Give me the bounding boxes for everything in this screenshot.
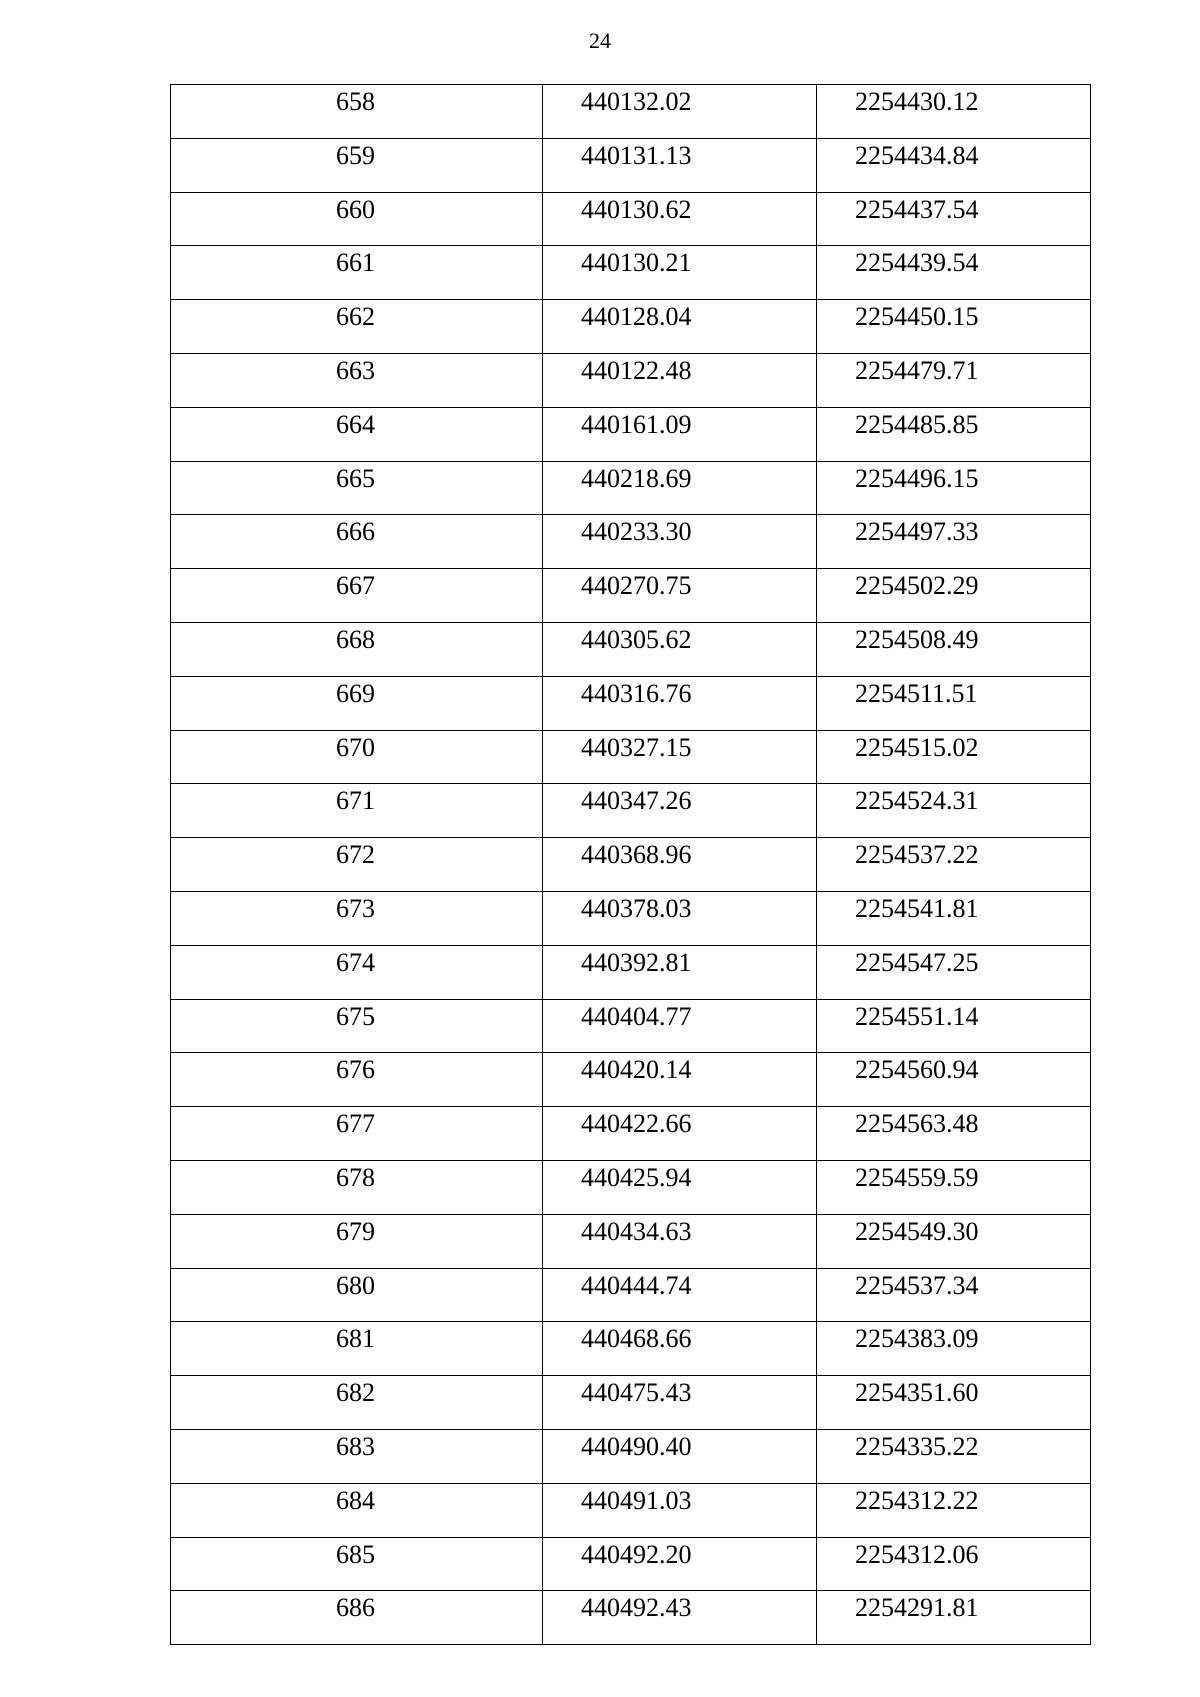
point-number-cell — [171, 1429, 543, 1483]
coordinates-table — [170, 84, 1091, 1645]
y-coordinate-text: 2254511.51 — [855, 678, 978, 708]
x-coordinate-cell — [543, 407, 817, 461]
point-number-cell — [171, 1107, 543, 1161]
point-number-text: 676 — [336, 1055, 375, 1085]
x-coordinate-text: 440378.03 — [581, 893, 692, 923]
y-coordinate-cell — [817, 891, 1091, 945]
point-number-text: 674 — [336, 947, 375, 977]
y-coordinate-cell — [817, 1160, 1091, 1214]
point-number-cell — [171, 300, 543, 354]
table-row — [171, 1160, 1091, 1214]
x-coordinate-text: 440444.74 — [581, 1270, 692, 1300]
coordinates-table-body — [171, 85, 1091, 1645]
table-row — [171, 1591, 1091, 1645]
y-coordinate-cell — [817, 138, 1091, 192]
table-row — [171, 515, 1091, 569]
point-number-text: 670 — [336, 732, 375, 762]
x-coordinate-text: 440218.69 — [581, 463, 692, 493]
x-coordinate-text: 440316.76 — [581, 678, 692, 708]
point-number-cell — [171, 407, 543, 461]
y-coordinate-text: 2254541.81 — [855, 893, 979, 923]
x-coordinate-cell — [543, 246, 817, 300]
point-number-cell — [171, 676, 543, 730]
y-coordinate-cell — [817, 622, 1091, 676]
y-coordinate-cell — [817, 1537, 1091, 1591]
table-row — [171, 1429, 1091, 1483]
y-coordinate-cell — [817, 999, 1091, 1053]
x-coordinate-cell — [543, 1107, 817, 1161]
x-coordinate-cell — [543, 85, 817, 139]
point-number-cell — [171, 838, 543, 892]
y-coordinate-cell — [817, 1322, 1091, 1376]
y-coordinate-text: 2254563.48 — [855, 1109, 979, 1139]
x-coordinate-text: 440491.03 — [581, 1485, 692, 1515]
x-coordinate-cell — [543, 784, 817, 838]
y-coordinate-cell — [817, 1268, 1091, 1322]
y-coordinate-text: 2254437.54 — [855, 194, 979, 224]
y-coordinate-cell — [817, 515, 1091, 569]
x-coordinate-cell — [543, 192, 817, 246]
table-row — [171, 138, 1091, 192]
table-row — [171, 407, 1091, 461]
table-row — [171, 1322, 1091, 1376]
x-coordinate-text: 440475.43 — [581, 1378, 692, 1408]
y-coordinate-cell — [817, 1214, 1091, 1268]
y-coordinate-text: 2254537.34 — [855, 1270, 979, 1300]
point-number-cell — [171, 1537, 543, 1591]
table-row — [171, 85, 1091, 139]
point-number-text: 685 — [336, 1539, 375, 1569]
x-coordinate-cell — [543, 1322, 817, 1376]
x-coordinate-text: 440270.75 — [581, 571, 692, 601]
point-number-cell — [171, 784, 543, 838]
x-coordinate-text: 440130.62 — [581, 194, 692, 224]
y-coordinate-text: 2254430.12 — [855, 87, 979, 116]
point-number-cell — [171, 1322, 543, 1376]
y-coordinate-text: 2254434.84 — [855, 140, 979, 170]
point-number-text: 662 — [336, 302, 375, 332]
y-coordinate-text: 2254559.59 — [855, 1162, 979, 1192]
table-row — [171, 622, 1091, 676]
x-coordinate-cell — [543, 1268, 817, 1322]
y-coordinate-cell — [817, 1107, 1091, 1161]
x-coordinate-cell — [543, 138, 817, 192]
y-coordinate-text: 2254549.30 — [855, 1216, 979, 1246]
x-coordinate-text: 440434.63 — [581, 1216, 692, 1246]
y-coordinate-text: 2254291.81 — [855, 1593, 979, 1623]
x-coordinate-cell — [543, 1053, 817, 1107]
point-number-text: 660 — [336, 194, 375, 224]
point-number-text: 667 — [336, 571, 375, 601]
y-coordinate-cell — [817, 461, 1091, 515]
point-number-text: 658 — [336, 87, 375, 116]
point-number-text: 675 — [336, 1001, 375, 1031]
point-number-cell — [171, 353, 543, 407]
y-coordinate-text: 2254508.49 — [855, 624, 979, 654]
y-coordinate-cell — [817, 569, 1091, 623]
point-number-cell — [171, 622, 543, 676]
x-coordinate-cell — [543, 1160, 817, 1214]
table-row — [171, 945, 1091, 999]
x-coordinate-text: 440161.09 — [581, 409, 692, 439]
point-number-cell — [171, 1053, 543, 1107]
table-row — [171, 461, 1091, 515]
point-number-text: 661 — [336, 248, 375, 278]
x-coordinate-cell — [543, 999, 817, 1053]
y-coordinate-cell — [817, 1591, 1091, 1645]
point-number-cell — [171, 461, 543, 515]
x-coordinate-text: 440347.26 — [581, 786, 692, 816]
x-coordinate-cell — [543, 676, 817, 730]
x-coordinate-text: 440305.62 — [581, 624, 692, 654]
y-coordinate-cell — [817, 85, 1091, 139]
y-coordinate-text: 2254312.06 — [855, 1539, 979, 1569]
table-row — [171, 676, 1091, 730]
y-coordinate-text: 2254335.22 — [855, 1431, 979, 1461]
point-number-text: 663 — [336, 355, 375, 385]
x-coordinate-cell — [543, 300, 817, 354]
x-coordinate-cell — [543, 353, 817, 407]
x-coordinate-cell — [543, 1376, 817, 1430]
point-number-text: 678 — [336, 1162, 375, 1192]
y-coordinate-cell — [817, 353, 1091, 407]
x-coordinate-text: 440492.20 — [581, 1539, 692, 1569]
point-number-text: 665 — [336, 463, 375, 493]
point-number-cell — [171, 891, 543, 945]
point-number-text: 666 — [336, 517, 375, 547]
point-number-text: 669 — [336, 678, 375, 708]
y-coordinate-text: 2254537.22 — [855, 840, 979, 870]
y-coordinate-text: 2254496.15 — [855, 463, 979, 493]
y-coordinate-cell — [817, 1376, 1091, 1430]
y-coordinate-text: 2254485.85 — [855, 409, 979, 439]
x-coordinate-text: 440392.81 — [581, 947, 692, 977]
table-row — [171, 999, 1091, 1053]
y-coordinate-cell — [817, 1053, 1091, 1107]
y-coordinate-cell — [817, 730, 1091, 784]
point-number-cell — [171, 515, 543, 569]
y-coordinate-cell — [817, 300, 1091, 354]
x-coordinate-cell — [543, 838, 817, 892]
point-number-text: 681 — [336, 1324, 375, 1354]
y-coordinate-text: 2254383.09 — [855, 1324, 979, 1354]
x-coordinate-text: 440122.48 — [581, 355, 692, 385]
point-number-text: 684 — [336, 1485, 375, 1515]
y-coordinate-cell — [817, 1429, 1091, 1483]
y-coordinate-cell — [817, 838, 1091, 892]
point-number-cell — [171, 1268, 543, 1322]
table-row — [171, 569, 1091, 623]
point-number-text: 673 — [336, 893, 375, 923]
point-number-cell — [171, 730, 543, 784]
y-coordinate-text: 2254515.02 — [855, 732, 979, 762]
x-coordinate-text: 440132.02 — [581, 87, 692, 116]
y-coordinate-text: 2254450.15 — [855, 302, 979, 332]
point-number-cell — [171, 192, 543, 246]
point-number-cell — [171, 1214, 543, 1268]
y-coordinate-text: 2254351.60 — [855, 1378, 979, 1408]
x-coordinate-cell — [543, 1429, 817, 1483]
x-coordinate-cell — [543, 622, 817, 676]
point-number-cell — [171, 999, 543, 1053]
point-number-text: 682 — [336, 1378, 375, 1408]
table-row — [171, 1214, 1091, 1268]
point-number-text: 671 — [336, 786, 375, 816]
x-coordinate-text: 440468.66 — [581, 1324, 692, 1354]
page-number: 24 — [589, 28, 611, 53]
y-coordinate-cell — [817, 676, 1091, 730]
y-coordinate-text: 2254547.25 — [855, 947, 979, 977]
point-number-cell — [171, 569, 543, 623]
table-row — [171, 246, 1091, 300]
point-number-text: 659 — [336, 140, 375, 170]
y-coordinate-text: 2254497.33 — [855, 517, 979, 547]
point-number-cell — [171, 945, 543, 999]
y-coordinate-cell — [817, 784, 1091, 838]
point-number-cell — [171, 85, 543, 139]
table-row — [171, 730, 1091, 784]
table-row — [171, 1537, 1091, 1591]
table-row — [171, 1268, 1091, 1322]
table-row — [171, 300, 1091, 354]
table-row — [171, 784, 1091, 838]
point-number-text: 668 — [336, 624, 375, 654]
y-coordinate-text: 2254502.29 — [855, 571, 979, 601]
x-coordinate-text: 440492.43 — [581, 1593, 692, 1623]
y-coordinate-text: 2254479.71 — [855, 355, 979, 385]
y-coordinate-text: 2254560.94 — [855, 1055, 979, 1085]
x-coordinate-cell — [543, 1483, 817, 1537]
y-coordinate-cell — [817, 407, 1091, 461]
point-number-text: 672 — [336, 840, 375, 870]
y-coordinate-cell — [817, 945, 1091, 999]
x-coordinate-text: 440233.30 — [581, 517, 692, 547]
x-coordinate-cell — [543, 569, 817, 623]
y-coordinate-cell — [817, 1483, 1091, 1537]
x-coordinate-cell — [543, 945, 817, 999]
x-coordinate-cell — [543, 1537, 817, 1591]
x-coordinate-text: 440490.40 — [581, 1431, 692, 1461]
point-number-text: 677 — [336, 1109, 375, 1139]
table-row — [171, 1483, 1091, 1537]
table-row — [171, 1107, 1091, 1161]
point-number-text: 664 — [336, 409, 375, 439]
table-row — [171, 1053, 1091, 1107]
x-coordinate-text: 440404.77 — [581, 1001, 692, 1031]
x-coordinate-cell — [543, 1591, 817, 1645]
x-coordinate-cell — [543, 515, 817, 569]
point-number-text: 683 — [336, 1431, 375, 1461]
point-number-cell — [171, 1160, 543, 1214]
table-row — [171, 353, 1091, 407]
x-coordinate-text: 440131.13 — [581, 140, 692, 170]
table-row — [171, 891, 1091, 945]
x-coordinate-text: 440425.94 — [581, 1162, 692, 1192]
x-coordinate-text: 440130.21 — [581, 248, 692, 278]
y-coordinate-cell — [817, 192, 1091, 246]
point-number-cell — [171, 138, 543, 192]
point-number-text: 679 — [336, 1216, 375, 1246]
point-number-cell — [171, 1376, 543, 1430]
point-number-cell — [171, 1591, 543, 1645]
x-coordinate-cell — [543, 1214, 817, 1268]
x-coordinate-text: 440368.96 — [581, 840, 692, 870]
point-number-text: 680 — [336, 1270, 375, 1300]
point-number-cell — [171, 246, 543, 300]
y-coordinate-text: 2254312.22 — [855, 1485, 979, 1515]
y-coordinate-text: 2254551.14 — [855, 1001, 979, 1031]
x-coordinate-cell — [543, 891, 817, 945]
table-row — [171, 192, 1091, 246]
table-row — [171, 1376, 1091, 1430]
x-coordinate-text: 440128.04 — [581, 302, 692, 332]
point-number-cell — [171, 1483, 543, 1537]
x-coordinate-text: 440327.15 — [581, 732, 692, 762]
y-coordinate-text: 2254524.31 — [855, 786, 979, 816]
x-coordinate-cell — [543, 461, 817, 515]
y-coordinate-cell — [817, 246, 1091, 300]
x-coordinate-cell — [543, 730, 817, 784]
table-row — [171, 838, 1091, 892]
point-number-text: 686 — [336, 1593, 375, 1623]
y-coordinate-text: 2254439.54 — [855, 248, 979, 278]
x-coordinate-text: 440420.14 — [581, 1055, 692, 1085]
x-coordinate-text: 440422.66 — [581, 1109, 692, 1139]
